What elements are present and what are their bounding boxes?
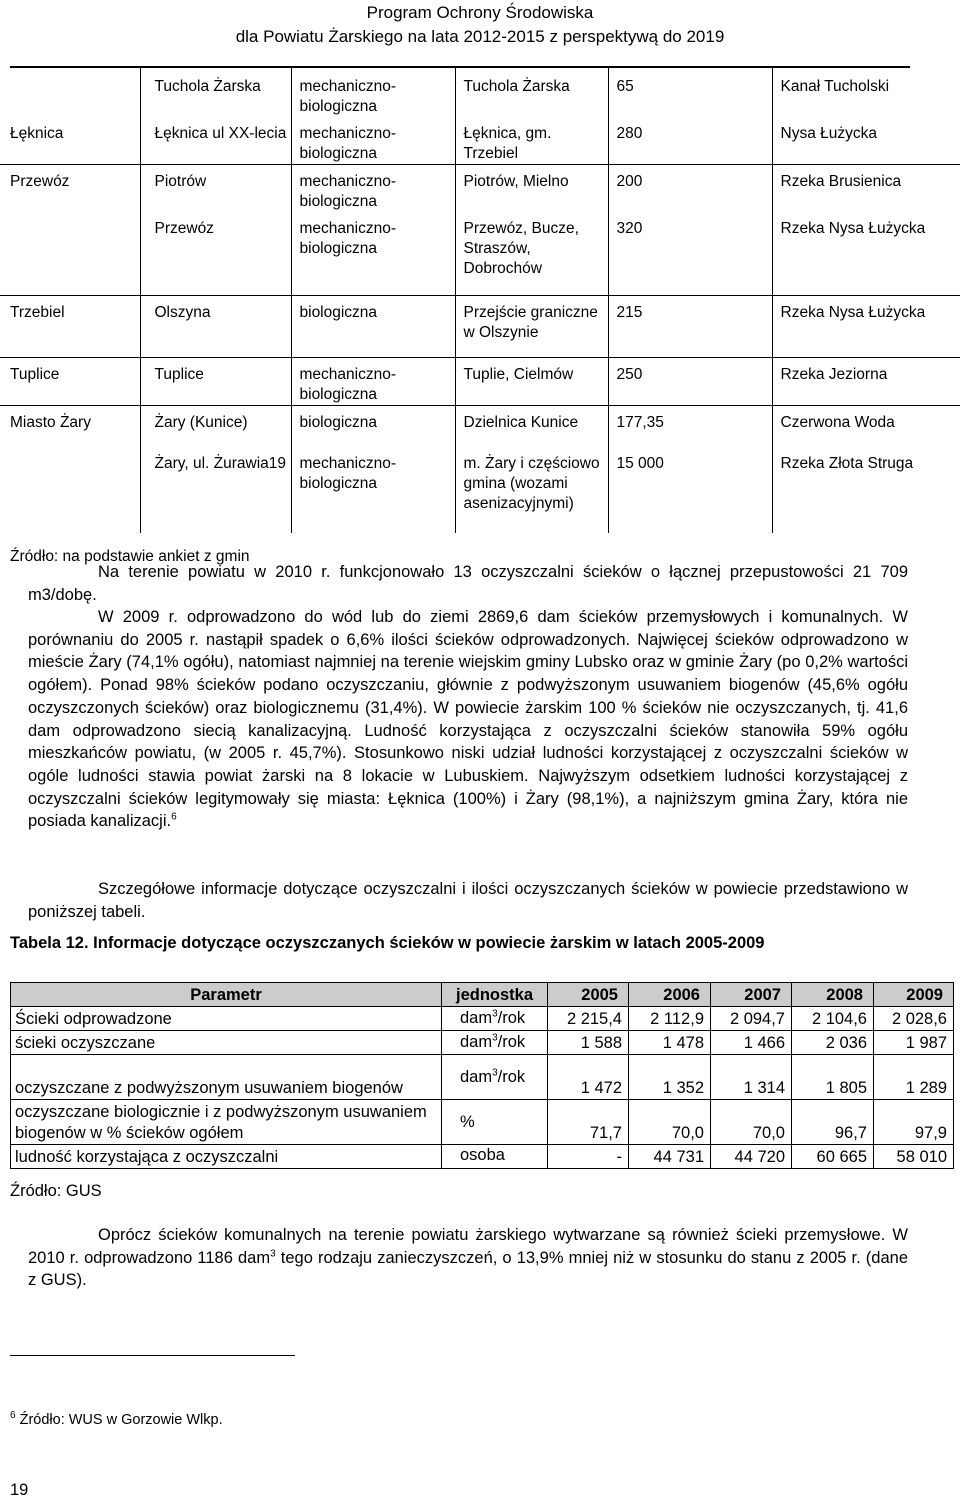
cell-value: 1 352	[629, 1055, 711, 1100]
cell-value: 71,7	[548, 1100, 629, 1145]
cell-area: Tuchola Żarska	[455, 68, 608, 117]
table-row	[0, 68, 960, 117]
unit-suffix: /rok	[497, 1067, 526, 1086]
unit-superscript: 3	[492, 1032, 498, 1044]
cell-parameter: oczyszczane z podwyższonym usuwaniem biogenów	[11, 1055, 442, 1100]
cell-receiver: Rzeka Nysa Łużycka	[772, 295, 960, 357]
table-row	[0, 447, 960, 533]
header-year: 2008	[792, 983, 874, 1007]
cell-flow: 320	[608, 212, 772, 295]
cell-value: 1 805	[792, 1055, 874, 1100]
cell-value: 1 314	[711, 1055, 792, 1100]
cell-type: mechaniczno-biologiczna	[291, 212, 455, 295]
cell-location: Olszyna	[140, 295, 291, 357]
cell-gmina: Miasto Żary	[10, 413, 91, 431]
cell-flow: 215	[608, 295, 772, 357]
cell-receiver: Czerwona Woda	[772, 405, 960, 447]
cell-gmina	[0, 447, 140, 533]
cell-type: biologiczna	[291, 405, 455, 447]
cell-area: Przejście graniczne w Olszynie	[455, 295, 608, 357]
footnote-text: Źródło: WUS w Gorzowie Wlkp.	[15, 1412, 223, 1428]
header-year: 2006	[629, 983, 711, 1007]
cell-unit	[442, 1100, 548, 1145]
cell-location: Tuplice	[140, 357, 291, 405]
cell-gmina: Łęknica	[0, 117, 140, 165]
cell-location: Tuchola Żarska	[140, 68, 291, 117]
cell-location: Żary, ul. Żurawia19	[140, 447, 291, 533]
cell-unit	[442, 1145, 548, 1169]
cell-gmina	[0, 212, 140, 295]
cell-area: Tuplie, Cielmów	[455, 357, 608, 405]
cell-value: 2 112,9	[629, 1007, 711, 1031]
cell-receiver: Kanał Tucholski	[772, 68, 960, 117]
cell-location: Piotrów	[140, 165, 291, 213]
table-row	[11, 1145, 954, 1169]
cell-unit	[442, 1007, 548, 1031]
cell-gmina: Trzebiel	[0, 295, 140, 357]
cell-unit	[442, 1055, 548, 1100]
cell-value: 2 036	[792, 1031, 874, 1055]
header-parameter: Parametr	[11, 983, 442, 1007]
table-row	[11, 1100, 954, 1145]
cell-value: 44 720	[711, 1145, 792, 1169]
paragraph-industrial-b: tego rodzaju zanieczyszczeń, o 13,9% mniej niż w stosunku do stanu z 2005 r. (dane z GUS).	[28, 1248, 909, 1290]
table-row	[0, 357, 960, 405]
cell-value: 96,7	[792, 1100, 874, 1145]
header-unit: jednostka	[442, 983, 548, 1007]
table12	[10, 982, 954, 1169]
cell-flow: 15 000	[608, 447, 772, 533]
cell-value: 2 215,4	[548, 1007, 629, 1031]
cell-flow: 65	[608, 68, 772, 117]
paragraph-details-text: Szczegółowe informacje dotyczące oczyszczalni i ilości oczyszczanych ścieków w powiecie przedstawiono w poniższej tabeli.	[28, 880, 908, 921]
cell-value: 44 731	[629, 1145, 711, 1169]
header-year: 2007	[711, 983, 792, 1007]
cell-parameter: oczyszczane biologicznie i z podwyższonym usuwaniem biogenów w % ścieków ogółem	[11, 1100, 442, 1145]
header-subtitle: dla Powiatu Żarskiego na lata 2012-2015 z perspektywą do 2019	[235, 27, 725, 46]
unit-text: %	[460, 1112, 475, 1131]
unit-superscript: 3	[492, 1067, 498, 1078]
footnote-ref: 6	[171, 811, 177, 823]
cell-location: Przewóz	[140, 212, 291, 295]
paragraph-plants-count-text: Na terenie powiatu w 2010 r. funkcjonowało 13 oczyszczalni ścieków o łącznej przepustowości 21 709 m3/dobę.	[28, 563, 908, 604]
cell-area: Piotrów, Mielno	[455, 165, 608, 213]
paragraph-industrial-a: Oprócz ścieków komunalnych na terenie powiatu żarskiego wytwarzane są również ścieki przemysłowe. W 2010 r. odprowadzono 1186 dam	[28, 1226, 908, 1267]
cell-flow: 177,35	[608, 405, 772, 447]
table-row	[11, 1007, 954, 1031]
table-row	[11, 1055, 954, 1100]
table-row	[0, 295, 960, 357]
cell-location: Żary (Kunice)	[140, 405, 291, 447]
paragraph-details	[28, 878, 908, 923]
unit-superscript: 3	[492, 1008, 498, 1020]
table-row	[11, 1031, 954, 1055]
cell-receiver: Rzeka Brusienica	[772, 165, 960, 213]
unit-text: osoba	[460, 1146, 505, 1164]
unit-suffix: /rok	[497, 1009, 526, 1027]
cell-parameter: ścieki oczyszczane	[11, 1031, 442, 1055]
cell-unit	[442, 1031, 548, 1055]
cell-area: Dzielnica Kunice	[455, 405, 608, 447]
header-year: 2005	[548, 983, 629, 1007]
cell-gmina	[0, 68, 140, 117]
unit-text: dam	[460, 1033, 493, 1051]
unit-text: dam	[460, 1009, 493, 1027]
footnote-rule	[10, 1355, 295, 1356]
cell-value: 1 588	[548, 1031, 629, 1055]
cell-gmina: Tuplice	[0, 357, 140, 405]
paragraph-wastewater-text: W 2009 r. odprowadzono do wód lub do ziemi 2869,6 dam ścieków przemysłowych i komunalnych. W porównaniu do 2005 r. nastąpił spadek o 6,6% ilości ścieków odprowadzonych. Najwięcej ścieków odprowadzono w mieście Żary (74,1% ogółu), natomiast najmniej na terenie wiejskim gminy Lubsko oraz w gminie Żary (po 0,2% wartości ogółem). Ponad 98% ścieków podano oczyszczaniu, głównie z podwyższonym usuwaniem biogenów (45,6% ogółu oczyszczonych ścieków) oraz biologicznemu (31,4%). W powiecie żarskim 100 % ścieków nie oczyszczanych, tj. 41,6 dam odprowadzono siecią kanalizacyjną. Ludność korzystająca z oczyszczalni ścieków stanowiła 59% ogółu mieszkańców powiatu, (w 2005 r. 45,7%). Stosunkowo niski udział ludności korzystającej z oczyszczalni ścieków w ogóle ludności stawia powiat żarski na 8 lokacie w Lubuskiem. Najwyższym odsetkiem ludności korzystającej z oczyszczalni ścieków legitymowały się miasta: Łęknica (100%) i Żary (98,1%), a najniższym gmina Żary, która nie posiada kanalizacji.	[28, 608, 908, 831]
cell-value: 60 665	[792, 1145, 874, 1169]
cell-value: 70,0	[711, 1100, 792, 1145]
cell-receiver: Rzeka Jeziorna	[772, 357, 960, 405]
cell-parameter: ludność korzystająca z oczyszczalni	[11, 1145, 442, 1169]
cell-area: Łęknica, gm. Trzebiel	[455, 117, 608, 165]
cell-area: Przewóz, Bucze, Straszów, Dobrochów	[455, 212, 608, 295]
table-row	[0, 212, 960, 295]
footnote	[10, 1412, 223, 1428]
cell-value: 2 094,7	[711, 1007, 792, 1031]
cell-parameter: Ścieki odprowadzone	[11, 1007, 442, 1031]
paragraph-wastewater	[28, 606, 908, 833]
cell-value: 1 472	[548, 1055, 629, 1100]
cell-flow: 250	[608, 357, 772, 405]
cell-location: Łęknica ul XX-lecia	[140, 117, 291, 165]
table-row	[0, 165, 960, 213]
table-row	[0, 117, 960, 165]
cell-value: 58 010	[874, 1145, 954, 1169]
table12-header	[11, 983, 954, 1007]
unit-suffix: /rok	[497, 1033, 526, 1051]
cell-gmina: Przewóz	[10, 173, 70, 190]
cell-value: 97,9	[874, 1100, 954, 1145]
cell-flow: 200	[608, 165, 772, 213]
cell-value: 1 289	[874, 1055, 954, 1100]
cell-area: m. Żary i częściowo gmina (wozami asenizacyjnymi)	[455, 447, 608, 533]
plants-table	[0, 68, 960, 567]
footnote-number: 6	[10, 1410, 16, 1422]
unit-text: dam	[460, 1067, 493, 1086]
superscript-3: 3	[270, 1248, 276, 1260]
table12-caption: Tabela 12. Informacje dotyczące oczyszczanych ścieków w powiecie żarskim w latach 2005-2009	[10, 934, 765, 952]
cell-type: mechaniczno-biologiczna	[291, 117, 455, 165]
plants-table-source: Źródło: na podstawie ankiet z gmin	[10, 548, 250, 565]
cell-type: mechaniczno-biologiczna	[291, 165, 455, 213]
page-number: 19	[10, 1481, 29, 1499]
header-year: 2009	[874, 983, 954, 1007]
cell-type: mechaniczno-biologiczna	[291, 447, 455, 533]
cell-value: 70,0	[629, 1100, 711, 1145]
cell-value: 1 466	[711, 1031, 792, 1055]
cell-type: mechaniczno-biologiczna	[291, 68, 455, 117]
cell-receiver: Rzeka Nysa Łużycka	[772, 212, 960, 295]
cell-value: 2 104,6	[792, 1007, 874, 1031]
paragraph-plants-count	[28, 561, 908, 606]
table-row	[0, 405, 960, 447]
cell-value: 1 987	[874, 1031, 954, 1055]
paragraph-industrial	[28, 1224, 908, 1292]
cell-value: -	[548, 1145, 629, 1169]
cell-receiver: Nysa Łużycka	[772, 117, 960, 165]
cell-receiver: Rzeka Złota Struga	[772, 447, 960, 533]
cell-type: biologiczna	[291, 295, 455, 357]
table12-source: Źródło: GUS	[10, 1182, 102, 1200]
cell-type: mechaniczno-biologiczna	[291, 357, 455, 405]
cell-value: 1 478	[629, 1031, 711, 1055]
cell-value: 2 028,6	[874, 1007, 954, 1031]
cell-flow: 280	[608, 117, 772, 165]
header-title: Program Ochrony Środowiska	[366, 3, 594, 22]
